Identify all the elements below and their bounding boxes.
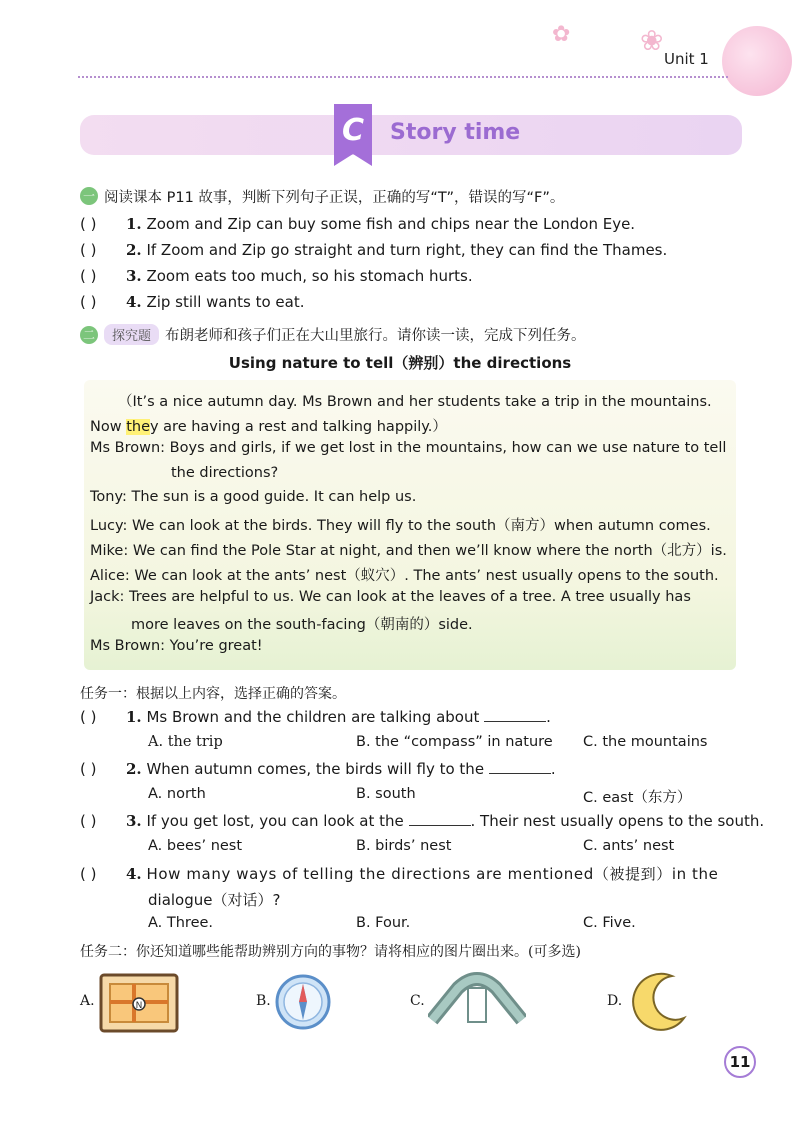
tag-label: 探究题	[104, 324, 159, 345]
dialogue-line: Ms Brown: Boys and girls, if we get lost in the mountains, how can we use nature to tell	[90, 440, 727, 456]
picture-label-a: A.	[80, 993, 95, 1009]
answer-blank[interactable]: ( )	[80, 215, 97, 233]
dialogue-line: Jack: Trees are helpful to us. We can look at the leaves of a tree. A tree usually has	[90, 589, 691, 605]
section-letter: C	[341, 113, 365, 148]
moon-picture-icon[interactable]	[626, 970, 690, 1034]
map-picture-icon[interactable]	[98, 972, 180, 1034]
tf-item: ( ) 1. Zoom and Zip can buy some fish and chips near the London Eye.	[80, 215, 636, 233]
picture-label-c: C.	[410, 993, 425, 1009]
mc-question: ( ) 1. Ms Brown and the children are talking about .	[80, 708, 551, 726]
dialogue-line: （It’s a nice autumn day. Ms Brown and her students take a trip in the mountains.	[118, 394, 712, 410]
answer-blank[interactable]: ( )	[80, 812, 97, 830]
mc-question: ( ) 4. How many ways of telling the directions are mentioned（被提到）in the	[80, 865, 719, 883]
task-one-title: 任务一：根据以上内容，选择正确的答案。	[80, 686, 346, 702]
fill-blank[interactable]	[489, 761, 551, 774]
dialogue-line: Ms Brown: You’re great!	[90, 638, 263, 654]
part-one-badge: 一	[80, 187, 98, 205]
answer-blank[interactable]: ( )	[80, 241, 97, 259]
option-b[interactable]: B. south	[356, 786, 416, 802]
flower-icon: ✿	[552, 22, 571, 47]
mc-question: ( ) 2. When autumn comes, the birds will fly to the .	[80, 760, 556, 778]
tf-item: ( ) 4. Zip still wants to eat.	[80, 293, 305, 311]
fill-blank[interactable]	[409, 813, 471, 826]
dialogue-line: Alice: We can look at the ants’ nest（蚁穴）. The ants’ nest usually opens to the south.	[90, 568, 719, 584]
escalator-picture-icon[interactable]	[428, 968, 526, 1030]
option-b[interactable]: B. birds’ nest	[356, 838, 452, 854]
fill-blank[interactable]	[484, 709, 546, 722]
compass-picture-icon[interactable]	[274, 972, 332, 1032]
task-two-title: 任务二：你还知道哪些能帮助辨别方向的事物？请将相应的图片圈出来。(可多选)	[80, 944, 581, 960]
option-a[interactable]: A. Three.	[148, 915, 214, 931]
dialogue-line: the directions?	[171, 465, 279, 481]
dialogue-line: Tony: The sun is a good guide. It can help us.	[90, 489, 417, 505]
mc-question-cont: dialogue（对话）?	[148, 891, 281, 909]
header-divider	[78, 76, 728, 78]
dialogue-line: more leaves on the south-facing（朝南的）side.	[131, 617, 473, 633]
mc-question: ( ) 3. If you get lost, you can look at the . Their nest usually opens to the south.	[80, 812, 765, 830]
option-c[interactable]: C. the mountains	[583, 734, 708, 750]
tf-item: ( ) 3. Zoom eats too much, so his stomach hurts.	[80, 267, 473, 285]
part-two-badge: 二	[80, 326, 98, 344]
dialogue-line: Mike: We can find the Pole Star at night, and then we’ll know where the north（北方）is.	[90, 543, 727, 559]
svg-text:N: N	[135, 1001, 143, 1011]
part-one-instruction: 阅读课本 P11 故事，判断下列句子正误，正确的写“T”，错误的写“F”。	[104, 190, 565, 206]
option-a[interactable]: A. bees’ nest	[148, 838, 243, 854]
flower-icon: ❀	[640, 24, 664, 57]
corner-decoration	[722, 26, 792, 96]
part-two-instruction: 探究题 布朗老师和孩子们正在大山里旅行。请你读一读，完成下列任务。	[104, 324, 586, 345]
answer-blank[interactable]: ( )	[80, 293, 97, 311]
unit-label: Unit 1	[664, 50, 709, 68]
tf-item: ( ) 2. If Zoom and Zip go straight and turn right, they can find the Thames.	[80, 241, 668, 259]
picture-label-d: D.	[607, 993, 623, 1009]
dialogue-line: Lucy: We can look at the birds. They will fly to the south（南方）when autumn comes.	[90, 518, 711, 534]
option-c[interactable]: C. Five.	[583, 915, 636, 931]
dialogue-line: Now they are having a rest and talking happily.）	[90, 419, 447, 435]
option-a[interactable]: A. north	[148, 786, 206, 802]
section-title: Story time	[390, 120, 521, 145]
answer-blank[interactable]: ( )	[80, 267, 97, 285]
option-b[interactable]: B. Four.	[356, 915, 411, 931]
page-number: 11	[724, 1046, 756, 1078]
picture-label-b: B.	[256, 993, 271, 1009]
option-c[interactable]: C. east（东方）	[583, 790, 692, 806]
answer-blank[interactable]: ( )	[80, 708, 97, 726]
passage-title: Using nature to tell（辨别）the directions	[228, 354, 572, 372]
answer-blank[interactable]: ( )	[80, 865, 97, 883]
option-b[interactable]: B. the “compass” in nature	[356, 734, 553, 750]
section-badge	[330, 104, 376, 166]
option-c[interactable]: C. ants’ nest	[583, 838, 675, 854]
answer-blank[interactable]: ( )	[80, 760, 97, 778]
option-a[interactable]: A. the trip	[148, 734, 223, 750]
